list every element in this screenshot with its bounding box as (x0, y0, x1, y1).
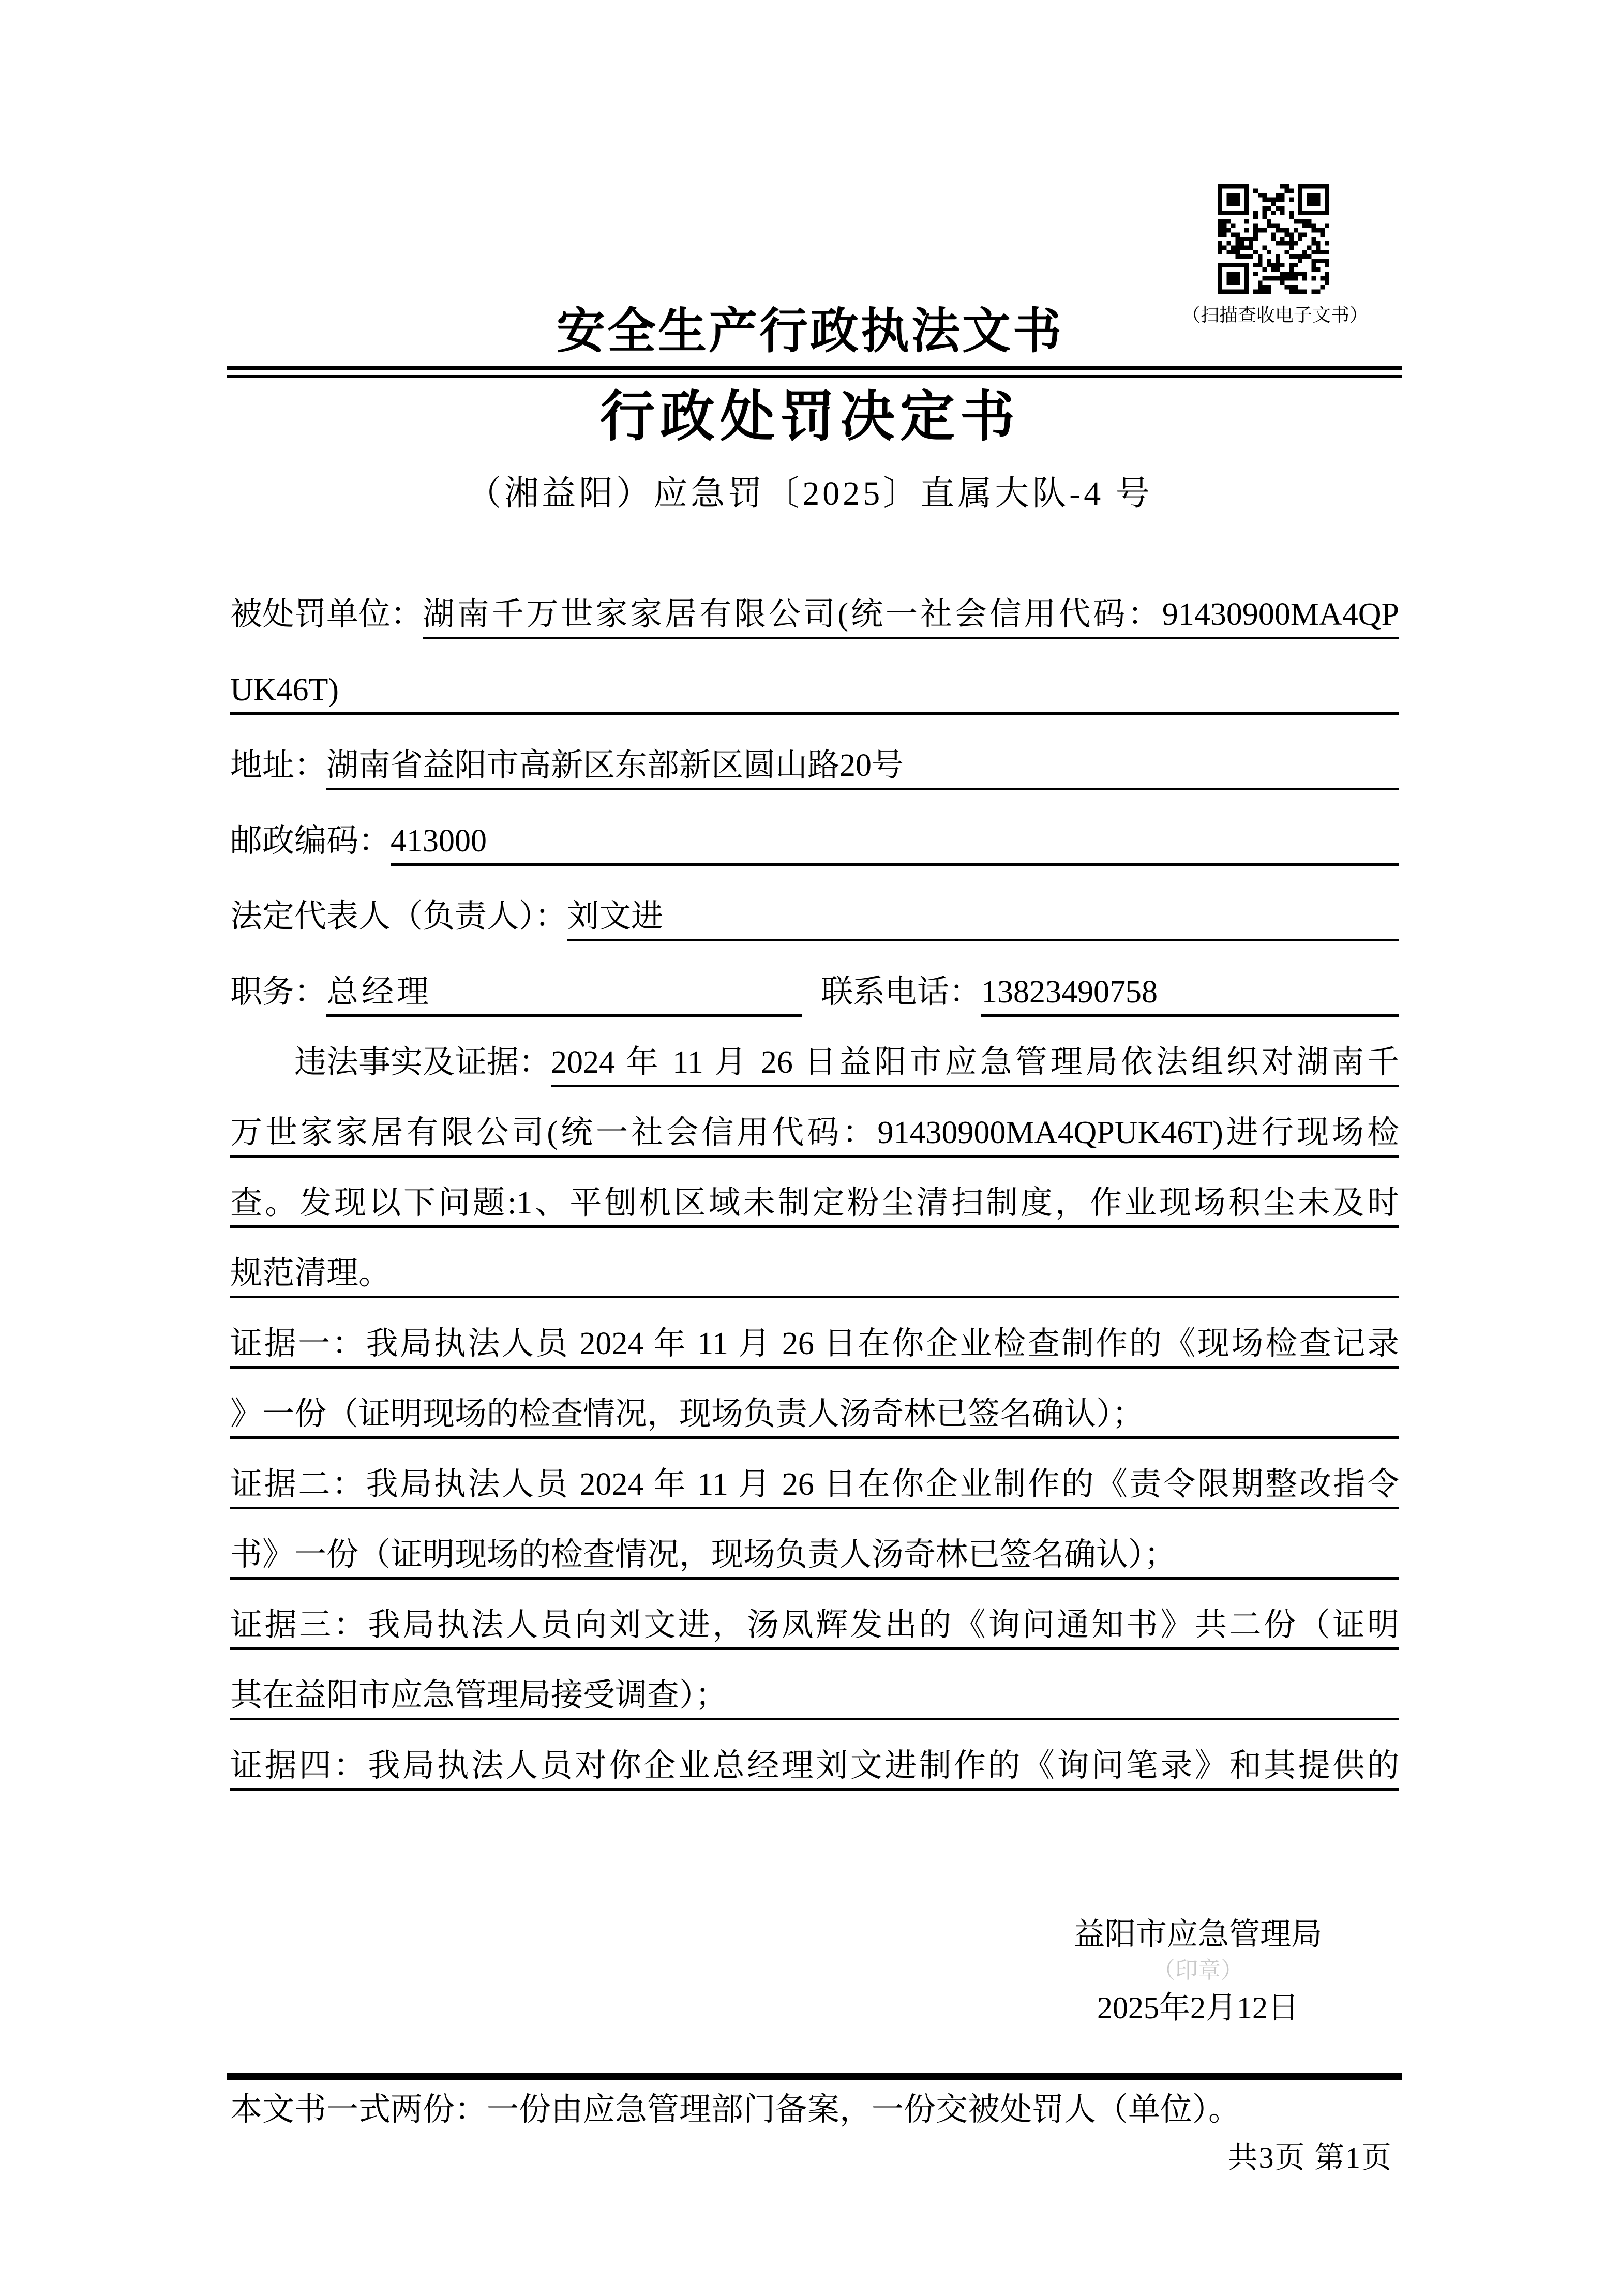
field-label: 联系电话： (821, 974, 982, 1010)
underlined-text: 413000 (391, 822, 487, 866)
paragraph-evidence-line (230, 1580, 1399, 1650)
footer-rule (227, 2073, 1402, 2080)
underlined-text: 其在益阳市应急管理局接受调查）； (230, 1677, 727, 1720)
underlined-text: 证据二：我局执法人员 2024 年 11 月 26 日在你企业制作的《责令限期整改指令 (230, 1466, 1399, 1509)
paragraph-evidence-line (230, 1650, 1399, 1720)
field-label: 被处罚单位： (230, 596, 423, 632)
document-body (230, 564, 1399, 1791)
underlined-text: 查。发现以下问题:1、平刨机区域未制定粉尘清扫制度，作业现场积尘未及时 (230, 1184, 1399, 1228)
paragraph-evidence-line (230, 1720, 1399, 1791)
field-label: 地址： (230, 747, 327, 783)
blank-underline (487, 860, 1399, 866)
signature-block (1048, 1914, 1348, 2030)
underlined-text: 书》一份（证明现场的检查情况，现场负责人汤奇林已签名确认）； (230, 1536, 1176, 1580)
field-label: 邮政编码： (230, 823, 391, 859)
document-series-title: 安全生产行政执法文书 (556, 305, 1063, 358)
underlined-text: 湖南省益阳市高新区东部新区圆山路20号 (326, 747, 904, 790)
paragraph-evidence-line (230, 1369, 1399, 1439)
paragraph-facts-line (230, 1158, 1399, 1228)
paragraph-facts-line (230, 1087, 1399, 1158)
underlined-text: 2024 年 11 月 26 日益阳市应急管理局依法组织对湖南千 (551, 1044, 1399, 1087)
issuing-agency: 益阳市应急管理局 (1074, 1917, 1322, 1952)
issue-date: 2025年2月12日 (1097, 1991, 1299, 2025)
qr-caption: （扫描查收电子文书） (1181, 305, 1368, 325)
field-line-legal-representative (230, 866, 1399, 941)
field-line-address (230, 715, 1399, 790)
field-label: 法定代表人（负责人）： (230, 898, 567, 934)
blank-underline (727, 1715, 1399, 1720)
field-line-punished-unit-cont (230, 639, 1399, 715)
header-double-rule (227, 366, 1402, 378)
paragraph-evidence-line (230, 1509, 1399, 1580)
blank-underline (1176, 1574, 1399, 1580)
underlined-text: 总经理 (326, 973, 802, 1017)
paragraph-facts-line (230, 1017, 1399, 1087)
qr-code (1218, 184, 1329, 294)
underlined-text: 证据三：我局执法人员向刘文进，汤凤辉发出的《询问通知书》共二份（证明 (230, 1607, 1399, 1650)
underlined-text: 湖南千万世家家居有限公司(统一社会信用代码：91430900MA4QP (423, 596, 1399, 639)
underlined-text: 规范清理。 (230, 1255, 391, 1298)
paragraph-evidence-line (230, 1298, 1399, 1369)
document-number: （湘益阳）应急罚〔2025〕直属大队-4 号 (467, 475, 1153, 513)
field-line-punished-unit (230, 564, 1399, 639)
page-title: 行政处罚决定书 (600, 387, 1020, 447)
paragraph-facts-line (230, 1228, 1399, 1298)
underlined-text: 证据四：我局执法人员对你企业总经理刘文进制作的《询问笔录》和其提供的 (230, 1747, 1399, 1791)
paragraph-evidence-line (230, 1439, 1399, 1509)
field-label: 违法事实及证据： (294, 1044, 551, 1080)
underlined-text: 万世家家居有限公司(统一社会信用代码：91430900MA4QPUK46T)进行现场检 (230, 1114, 1399, 1158)
field-line-postal-code (230, 790, 1399, 866)
underlined-text: 13823490758 (981, 973, 1399, 1017)
blank-underline (339, 709, 1399, 715)
blank-underline (663, 936, 1399, 941)
underlined-text: UK46T) (230, 671, 339, 715)
field-label: 职务： (230, 974, 327, 1010)
page-number: 共3页 第1页 (1227, 2141, 1392, 2174)
blank-underline (1144, 1433, 1399, 1439)
qr-code-pattern (1218, 184, 1329, 294)
blank-underline (904, 785, 1399, 790)
underlined-text: 证据一：我局执法人员 2024 年 11 月 26 日在你企业检查制作的《现场检查记录 (230, 1325, 1399, 1369)
spacer (802, 1011, 821, 1017)
field-line-position-and-phone (230, 941, 1399, 1017)
seal-placeholder: （印章） (1152, 1958, 1243, 1983)
spacer (230, 1082, 294, 1087)
footer-note: 本文书一式两份：一份由应急管理部门备案，一份交被处罚人（单位）。 (230, 2092, 1241, 2127)
underlined-text: 》一份（证明现场的检查情况，现场负责人汤奇林已签名确认）； (230, 1395, 1144, 1439)
underlined-text: 刘文进 (567, 898, 663, 941)
blank-underline (391, 1293, 1399, 1298)
